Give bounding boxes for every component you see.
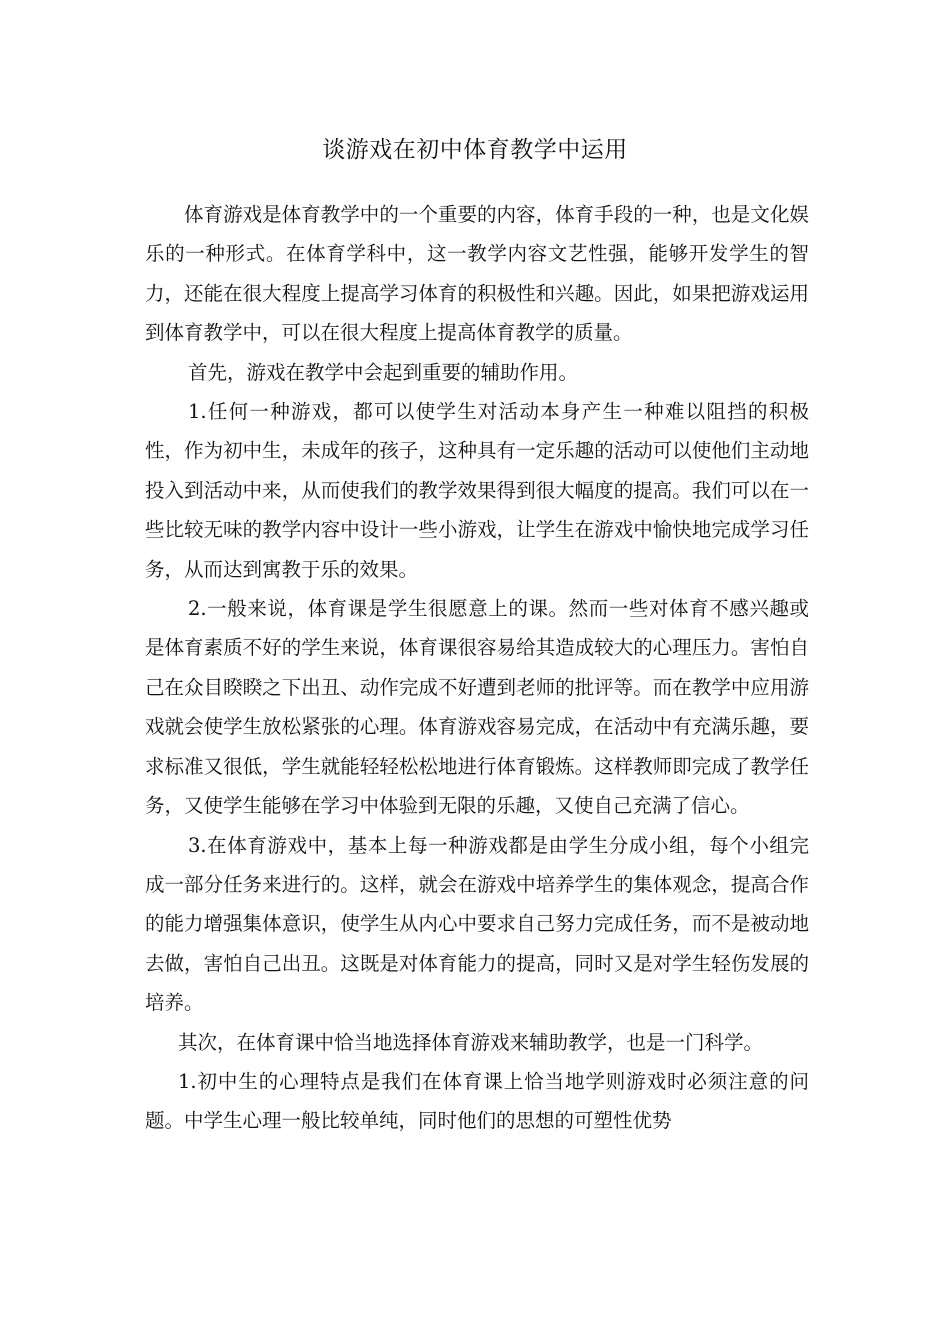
document-title: 谈游戏在初中体育教学中运用: [322, 137, 628, 163]
paragraph-item-2: 2.一般来说，体育课是学生很愿意上的课。然而一些对体育不感兴趣或是体育素质不好的学生来说，体育课很容易给其造成较大的心理压力。害怕自己在众目睽睽之下出丑、动作完成不好遭到老师的批评等。而在教学中应用游戏就会使学生放松紧张的心理。体育游戏容易完成，在活动中有充满乐趣，要求标准又很低，学生就能轻轻松松地进行体育锻炼。这样教师即完成了教学任务，又使学生能够在学习中体验到无限的乐趣，又使自己充满了信心。: [145, 597, 809, 818]
paragraph-item-1: 1.任何一种游戏，都可以使学生对活动本身产生一种难以阻挡的积极性，作为初中生，未成年的孩子，这种具有一定乐趣的活动可以使他们主动地投入到活动中来，从而使我们的教学效果得到很大幅度的提高。我们可以在一些比较无味的教学内容中设计一些小游戏，让学生在游戏中愉快地完成学习任务，从而达到寓教于乐的效果。: [145, 400, 809, 581]
paragraph-intro: 体育游戏是体育教学中的一个重要的内容，体育手段的一种，也是文化娱乐的一种形式。在体育学科中，这一教学内容文艺性强，能够开发学生的智力，还能在很大程度上提高学习体育的积极性和兴趣。因此，如果把游戏运用到体育教学中，可以在很大程度上提高体育教学的质量。: [145, 203, 809, 345]
paragraph-second-point: 其次，在体育课中恰当地选择体育游戏来辅助教学，也是一门科学。: [178, 1030, 764, 1054]
document-body: [145, 195, 809, 1141]
paragraph-item-3: 3.在体育游戏中，基本上每一种游戏都是由学生分成小组，每个小组完成一部分任务来进行的。这样，就会在游戏中培养学生的集体观念，提高合作的能力增强集体意识，使学生从内心中要求自己努力完成任务，而不是被动地去做，害怕自己出丑。这既是对体育能力的提高，同时又是对学生轻伤发展的培养。: [145, 833, 809, 1015]
paragraph-second-item-1: 1.初中生的心理特点是我们在体育课上恰当地学则游戏时必须注意的问题。中学生心理一般比较单纯，同时他们的思想的可塑性优势: [145, 1069, 809, 1133]
paragraph-first-point: 首先，游戏在教学中会起到重要的辅助作用。: [188, 360, 579, 384]
